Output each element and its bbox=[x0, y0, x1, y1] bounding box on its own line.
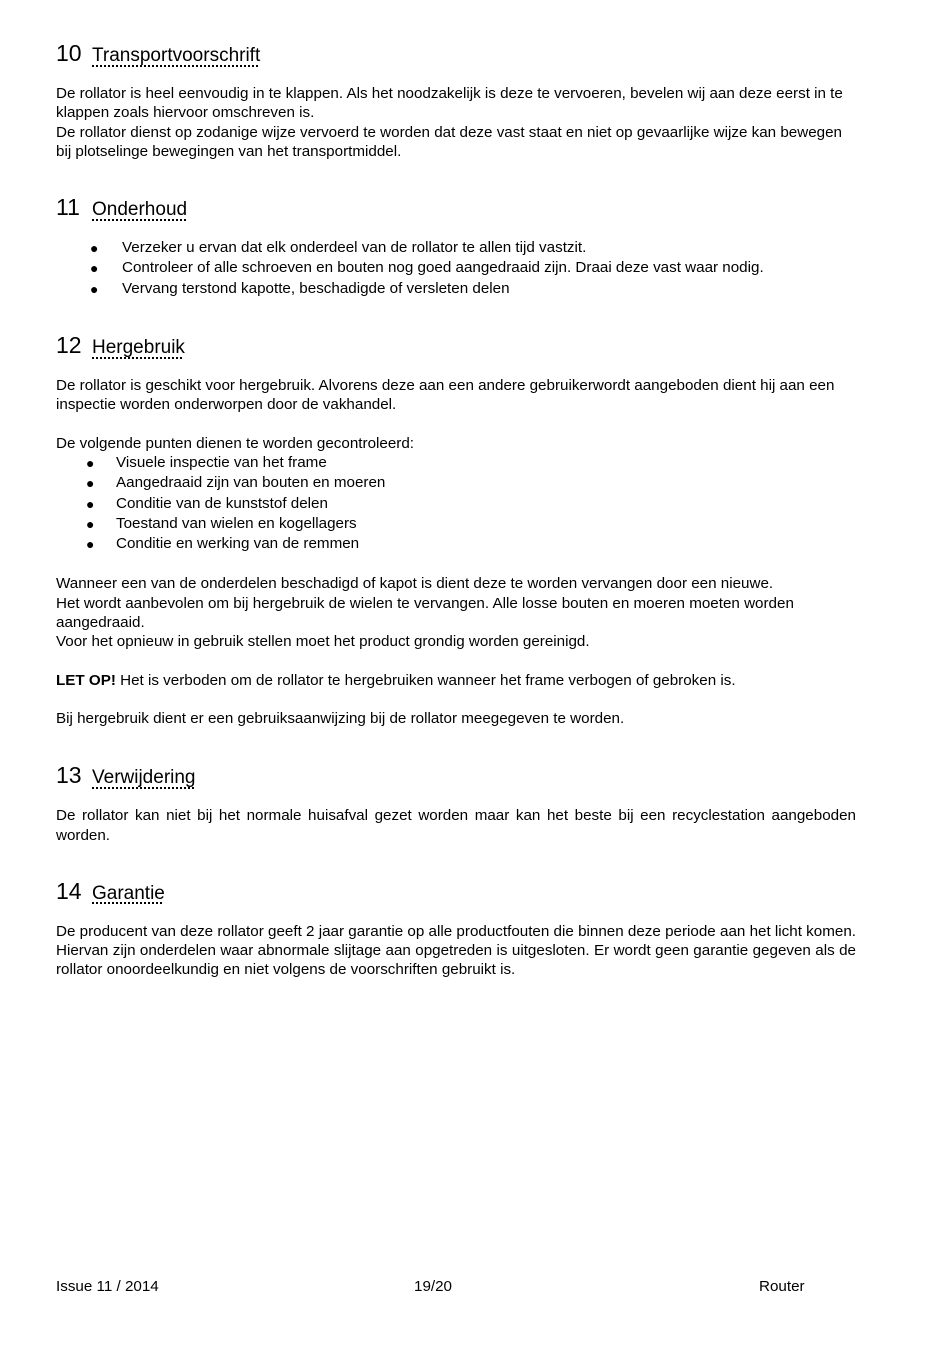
list-item-text: Conditie van de kunststof delen bbox=[116, 494, 328, 512]
footer-issue: Issue 11 / 2014 bbox=[56, 1278, 159, 1295]
paragraph: De rollator is geschikt voor hergebruik. Alvorens deze aan een andere gebruikerwordt aangeboden dient hij aan een inspectie worden onderworpen door de vakhandel. bbox=[56, 377, 835, 414]
list-item bbox=[56, 238, 856, 258]
bullet-icon: ● bbox=[90, 280, 99, 297]
bullet-icon: ● bbox=[90, 260, 99, 277]
paragraph: De rollator is heel eenvoudig in te klappen. Als het noodzakelijk is deze te vervoeren, bevelen wij aan deze eerst in te klappen zoals hiervoor omschreven is. bbox=[56, 85, 843, 122]
page-footer bbox=[56, 1278, 816, 1298]
paragraph: Wanneer een van de onderdelen beschadigd of kapot is dient deze te worden vervangen door een nieuwe. bbox=[56, 575, 774, 593]
bullet-list bbox=[56, 238, 856, 299]
page-number: 19/20 bbox=[414, 1278, 453, 1295]
footer-brand: Router bbox=[759, 1278, 805, 1295]
bullet-icon: ● bbox=[86, 536, 95, 553]
paragraph: De rollator dienst op zodanige wijze vervoerd te worden dat deze vast staat en niet op gevaarlijke wijze kan bewegen bij plotselinge bewegingen van het transportmiddel. bbox=[56, 123, 842, 160]
section-number: 11 bbox=[56, 194, 80, 221]
paragraph: Voor het opnieuw in gebruik stellen moet het product grondig worden gereinigd. bbox=[56, 633, 590, 651]
warning-label: LET OP! bbox=[56, 671, 116, 689]
warning-paragraph bbox=[56, 671, 856, 690]
section-reuse bbox=[56, 332, 856, 728]
section-heading bbox=[56, 194, 856, 221]
paragraph: De volgende punten dienen te worden gecontroleerd: bbox=[56, 434, 415, 452]
list-item bbox=[56, 514, 856, 534]
section-heading bbox=[56, 332, 856, 359]
section-number: 12 bbox=[56, 332, 82, 359]
warning-text: Het is verboden om de rollator te hergebruiken wanneer het frame verbogen of gebroken is. bbox=[115, 671, 736, 689]
section-title: Hergebruik bbox=[92, 337, 185, 359]
list-item-text: Aangedraaid zijn van bouten en moeren bbox=[116, 474, 386, 492]
paragraph: Het wordt aanbevolen om bij hergebruik de wielen te vervangen. Alle losse bouten en moeren moeten worden aangedraaid. bbox=[56, 594, 794, 632]
section-maintenance bbox=[56, 194, 856, 299]
section-disposal bbox=[56, 762, 856, 845]
list-item-text: Conditie en werking van de remmen bbox=[116, 535, 360, 553]
section-title: Transportvoorschrift bbox=[92, 45, 261, 66]
bullet-icon: ● bbox=[86, 515, 95, 532]
list-item-text: Toestand van wielen en kogellagers bbox=[116, 514, 357, 532]
section-number: 10 bbox=[56, 40, 82, 66]
list-item-text: Controleer of alle schroeven en bouten nog goed aangedraaid zijn. Draai deze vast waar nodig. bbox=[122, 259, 764, 277]
document-page bbox=[56, 40, 856, 980]
section-title: Verwijdering bbox=[92, 767, 196, 789]
list-item-text: Verzeker u ervan dat elk onderdeel van de rollator te allen tijd vastzit. bbox=[122, 239, 587, 257]
section-transport bbox=[56, 40, 856, 161]
bullet-icon: ● bbox=[86, 495, 95, 512]
list-item bbox=[56, 258, 856, 278]
bullet-icon: ● bbox=[90, 240, 99, 257]
list-item bbox=[56, 534, 856, 554]
list-item bbox=[56, 279, 856, 299]
section-warranty bbox=[56, 878, 856, 980]
paragraph: Bij hergebruik dient er een gebruiksaanwijzing bij de rollator meegegeven te worden. bbox=[56, 709, 625, 727]
section-number: 14 bbox=[56, 877, 82, 904]
list-item-text: Visuele inspectie van het frame bbox=[116, 453, 327, 471]
list-item-text: Vervang terstond kapotte, beschadigde of versleten delen bbox=[122, 279, 510, 297]
section-heading bbox=[56, 40, 856, 67]
list-item bbox=[56, 473, 856, 493]
section-title: Onderhoud bbox=[92, 199, 188, 221]
section-title: Garantie bbox=[92, 882, 165, 904]
list-item bbox=[56, 494, 856, 514]
section-heading bbox=[56, 878, 856, 905]
paragraph: De rollator kan niet bij het normale huisafval gezet worden maar kan het beste bij een recyclestation aangeboden worden. bbox=[56, 807, 856, 844]
bullet-icon: ● bbox=[86, 454, 95, 471]
bullet-list bbox=[56, 453, 856, 554]
section-heading bbox=[56, 762, 856, 789]
section-number: 13 bbox=[56, 762, 82, 789]
list-item bbox=[56, 453, 856, 473]
bullet-icon: ● bbox=[86, 475, 95, 492]
paragraph: De producent van deze rollator geeft 2 jaar garantie op alle productfouten die binnen deze periode aan het licht komen. Hiervan zijn onderdelen waar abnormale slijtage aan opgetreden is uitgesloten. Er wordt geen garantie gegeven als de rollator onoordeelkundig en niet volgens de voorschriften gebruikt is. bbox=[56, 922, 856, 979]
